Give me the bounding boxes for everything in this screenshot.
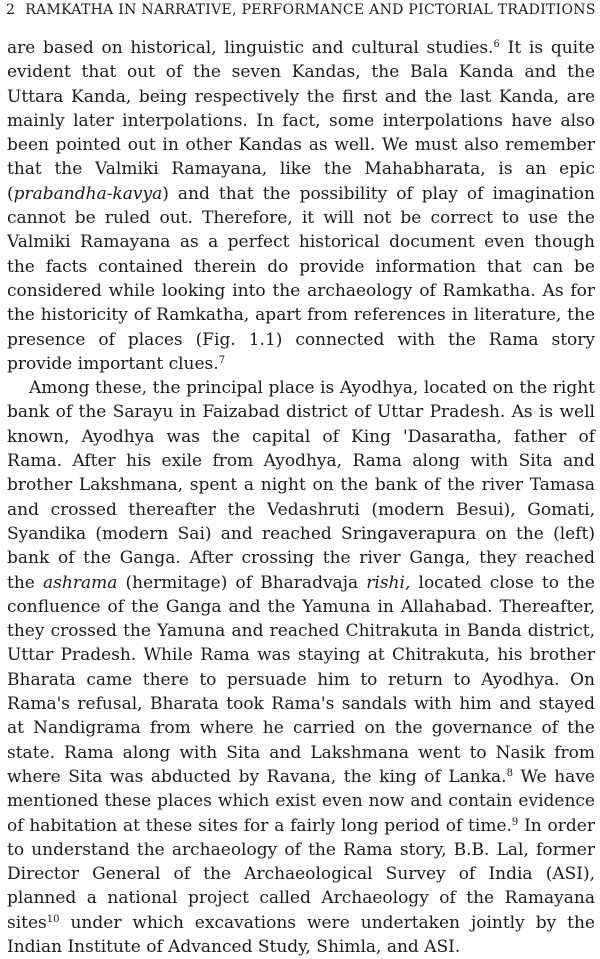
footnote-marker: 7 [218, 354, 226, 366]
text-run: under which excavations were undertaken jointly by the Indian Institute of Advanced Study, Shimla, and ASI. [7, 912, 595, 957]
text-run: located close to the confluence of the Ganga and the Yamuna in Allahabad. Thereafter, they crossed the Yamuna and reached Chitrakuta in Banda district, Uttar Pradesh. While Rama was staying at Chitrakuta, his brother Bharata came there to persuade him to return to Ayodhya. On Rama's refusal, Bharata took Rama's sandals with him and stayed at Nandigrama from where he carried on the governance of the state. Rama along with Sita and Lakshmana went to Nasik from where Sita was abducted by Ravana, the king of Lanka. [7, 572, 595, 787]
running-title: RAMKATHA IN NARRATIVE, PERFORMANCE AND PICTORIAL TRADITIONS [25, 2, 596, 18]
footnote-marker: 6 [493, 39, 500, 50]
text-run: are based on historical, linguistic and cultural studies. [7, 38, 494, 58]
italic-term: rishi, [366, 572, 411, 593]
text-run: It is quite evident that out of the seven Kandas, the Bala Kanda and the Uttara Kanda, being respectively the first and the last Kanda, are mainly later interpolations. In fact, some interpolations have also been pointed out in other Kandas as well. We must also remember that the Valmiki Ramayana, like the Mahabharata, is an epic ( [7, 38, 595, 204]
italic-term: ashrama [43, 572, 118, 593]
text-run: In order to understand the archaeology of the Rama story, B.B. Lal, former Director General of the Archaeological Survey of India (ASI), planned a national project called Archaeology of the Ramayana sites [7, 815, 595, 933]
italic-term: prabandha-kavya [13, 183, 163, 204]
page-number: 2 [6, 2, 16, 18]
footnote-marker: 9 [511, 816, 519, 828]
text-run: ) and that the possibility of play of imagination cannot be ruled out. Therefore, it will not be correct to use the Valmiki Ramayana as a perfect historical document even though the facts contained therein do provide information that can be considered while looking into the archaeology of Ramkatha. As for the historicity of Ramkatha, apart from references in literature, the presence of places (Fig. 1.1) connected with the Rama story provide important clues. [7, 183, 595, 374]
body-text [7, 36, 595, 959]
paragraph [7, 376, 595, 959]
paragraph [7, 36, 595, 376]
text-run: (hermitage) of Bharadvaja [117, 572, 367, 593]
running-header [6, 2, 594, 18]
text-run: Among these, the principal place is Ayodhya, located on the right bank of the Sarayu in Faizabad district of Uttar Pradesh. As is well known, Ayodhya was the capital of King 'Dasaratha, father of Rama. After his exile from Ayodhya, Rama along with Sita and brother Lakshmana, spent a night on the bank of the river Tamasa and crossed thereafter the Vedashruti (modern Besui), Gomati, Syandika (modern Sai) and reached Sringaverapura on the (left) bank of the Ganga. After crossing the river Ganga, they reached the [7, 378, 595, 593]
footnote-marker: 10 [46, 913, 60, 925]
text-run: We have mentioned these places which exist even now and contain evidence of habitation at these sites for a fairly long period of time. [7, 766, 595, 836]
footnote-marker: 8 [506, 767, 513, 779]
